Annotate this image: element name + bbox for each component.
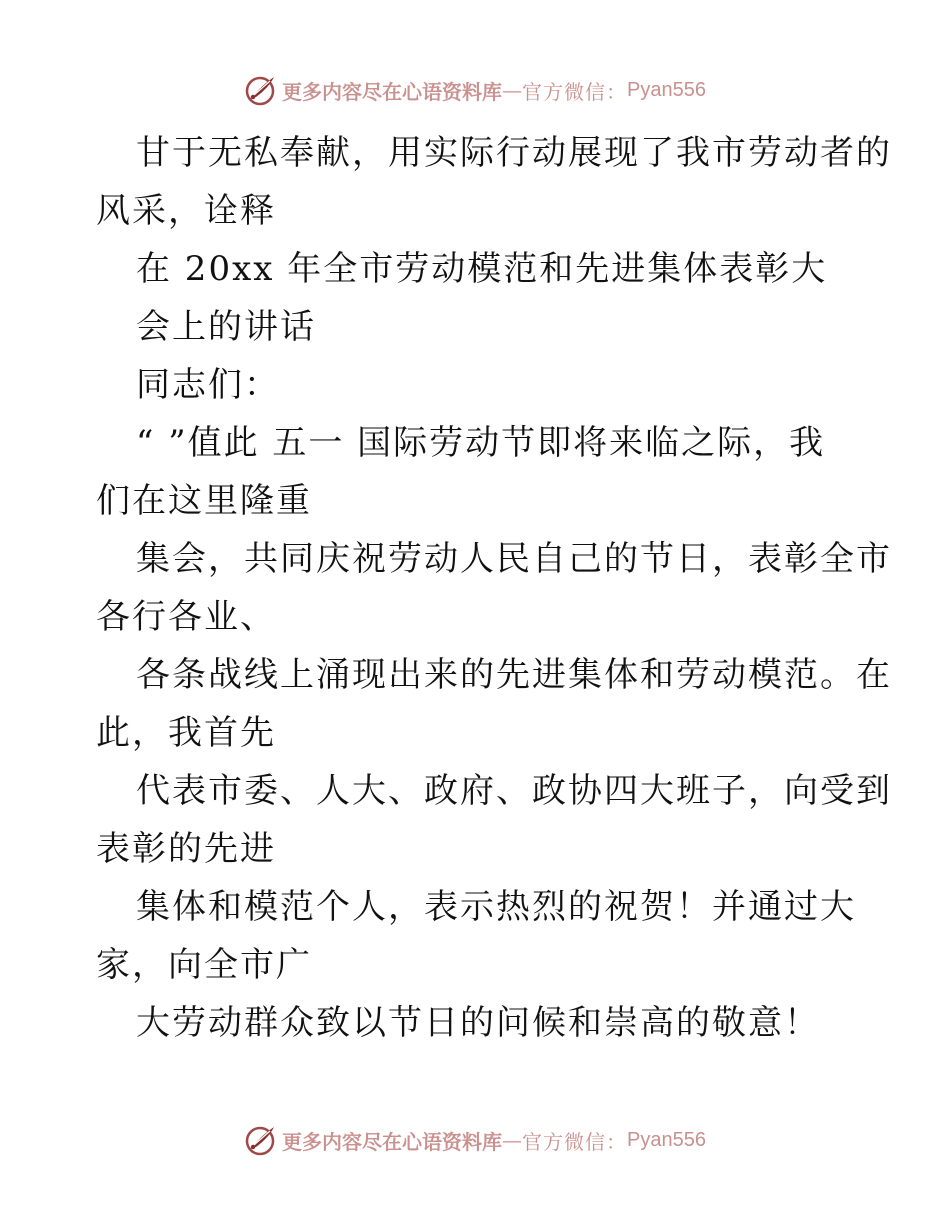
banner-slogan: 更多内容尽在心语资料库 bbox=[282, 79, 503, 104]
banner-wechat-id: Pyan556 bbox=[627, 1128, 706, 1151]
text-line: 各条战线上涌现出来的先进集体和劳动模范。在 bbox=[136, 655, 892, 695]
text-line: 们在这里隆重 bbox=[96, 481, 312, 521]
banner-wechat-label: 官方微信： bbox=[522, 1129, 628, 1154]
quill-logo-icon bbox=[244, 73, 278, 107]
text-line: 甘于无私奉献，用实际行动展现了我市劳动者的 bbox=[136, 133, 892, 173]
text-line: 会上的讲话 bbox=[136, 307, 316, 347]
text-line: 表彰的先进 bbox=[96, 829, 276, 869]
quill-logo-icon bbox=[244, 1123, 278, 1157]
text-line: “ ”值此 五一 国际劳动节即将来临之际，我 bbox=[136, 423, 826, 463]
banner-wechat-id: Pyan556 bbox=[627, 78, 706, 101]
text-line: 大劳动群众致以节日的问候和崇高的敬意！ bbox=[136, 1003, 820, 1043]
text-line: 风采，诠释 bbox=[96, 191, 276, 231]
salutation: 同志们： bbox=[136, 365, 280, 405]
text-line: 家，向全市广 bbox=[96, 945, 312, 985]
banner-slogan: 更多内容尽在心语资料库 bbox=[282, 1129, 503, 1154]
text-line: 集体和模范个人，表示热烈的祝贺！并通过大 bbox=[136, 887, 856, 927]
footer-banner bbox=[0, 1120, 950, 1160]
text-line: 此，我首先 bbox=[96, 713, 276, 753]
banner-separator: — bbox=[502, 1128, 523, 1152]
banner-wechat-label: 官方微信： bbox=[522, 79, 628, 104]
document-body bbox=[96, 124, 892, 1052]
text-line: 各行各业、 bbox=[96, 597, 276, 637]
text-line: 代表市委、人大、政府、政协四大班子，向受到 bbox=[136, 771, 892, 811]
header-banner bbox=[0, 70, 950, 110]
banner-separator: — bbox=[502, 78, 523, 102]
text-line: 集会，共同庆祝劳动人民自己的节日，表彰全市 bbox=[136, 539, 892, 579]
text-line: 在 20xx 年全市劳动模范和先进集体表彰大 bbox=[136, 249, 828, 289]
